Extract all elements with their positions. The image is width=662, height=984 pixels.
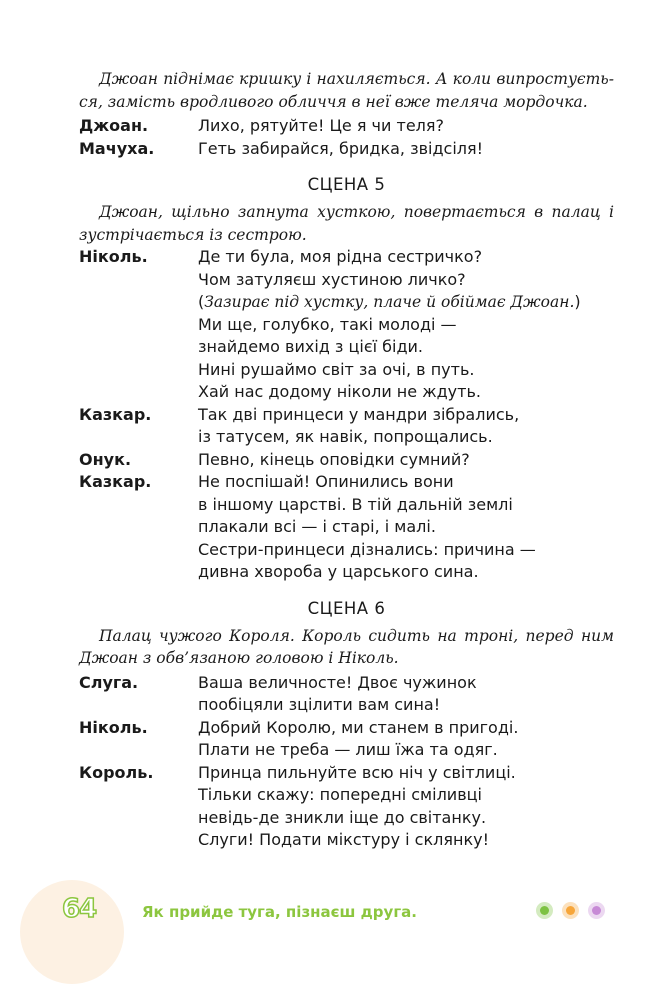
dialogue-line xyxy=(79,784,614,807)
dialogue-line xyxy=(79,739,614,762)
dialogue-text: в іншому царстві. В тій дальній землі xyxy=(198,494,513,514)
decorative-dots xyxy=(536,902,605,919)
dialogue-line xyxy=(79,807,614,830)
page-number: 64 xyxy=(62,894,97,924)
dialogue-line xyxy=(79,269,614,292)
dialogue-text: із татусем, як навік, попрощались. xyxy=(198,427,493,446)
dialogue-text: Лихо, рятуйте! Це я чи теля? xyxy=(198,116,444,135)
dialogue-text: Добрий Королю, ми станем в пригоді. xyxy=(198,717,519,737)
dialogue-line xyxy=(79,404,614,427)
dialogue-line xyxy=(79,314,614,337)
stage-direction: Палац чужого Короля. Король сидить на троні, перед ним Джоан з обв’язаною головою і Ніколь. xyxy=(79,626,614,667)
speaker-name: Мачуха. xyxy=(79,138,155,158)
dialogue-line xyxy=(79,471,614,494)
dialogue-line xyxy=(79,494,614,517)
stage-direction: Джоан піднімає кришку і нахиляється. А коли випростуєть-ся, замість вродливого обличчя в неї вже теляча мордочка. xyxy=(79,70,614,111)
speaker-name: Слуга. xyxy=(79,672,139,692)
dialogue-text: Сестри-принцеси дізнались: причина — xyxy=(198,539,536,559)
dialogue-line xyxy=(79,717,614,740)
dialogue-line xyxy=(79,291,614,314)
dialogue-line xyxy=(79,539,614,562)
dialogue-line xyxy=(79,115,614,138)
dialogue-line xyxy=(79,762,614,785)
dialogue-text: Не поспішай! Опинились вони xyxy=(198,472,454,491)
dialogue-line xyxy=(79,359,614,382)
dialogue-text: Слуги! Подати мікстуру і склянку! xyxy=(198,830,489,849)
dialogue-text: плакали всі — і старі, і малі. xyxy=(198,517,436,536)
dialogue-line xyxy=(79,138,614,161)
dialogue-text: пообіцяли зцілити вам сина! xyxy=(198,695,441,714)
speaker-name: Казкар. xyxy=(79,404,152,424)
stage-direction: Джоан, щільно запнута хусткою, повертається в палац і зустрічається із сестрою. xyxy=(79,203,614,244)
dialogue-line xyxy=(79,829,614,852)
scene-title: СЦЕНА 6 xyxy=(307,598,386,618)
paren-close: ) xyxy=(574,292,581,311)
speaker-name: Джоан. xyxy=(79,116,149,135)
dialogue-line xyxy=(79,516,614,539)
dialogue-line xyxy=(79,694,614,717)
speaker-name: Король. xyxy=(79,762,154,782)
dialogue-line xyxy=(79,381,614,404)
dialogue-text-with-remark xyxy=(198,291,614,314)
dialogue-text: Хай нас додому ніколи не ждуть. xyxy=(198,382,481,401)
dialogue-text: Принца пильнуйте всю ніч у світлиці. xyxy=(198,762,516,782)
scene-title: СЦЕНА 5 xyxy=(307,175,386,194)
footer-proverb: Як прийде туга, пізнаєш друга. xyxy=(142,903,417,921)
purple-dot-icon xyxy=(588,902,605,919)
dialogue-line xyxy=(79,246,614,269)
dialogue-text: Певно, кінець оповідки сумний? xyxy=(198,449,470,469)
dialogue-line xyxy=(79,449,614,472)
paren-open: ( xyxy=(198,292,205,311)
dialogue-line xyxy=(79,672,614,695)
dialogue-text: Тільки скажу: попередні сміливці xyxy=(198,785,482,804)
dialogue-text: Плати не треба — лиш їжа та одяг. xyxy=(198,740,498,759)
page-content xyxy=(79,68,614,852)
orange-dot-icon xyxy=(562,902,579,919)
green-dot-icon xyxy=(536,902,553,919)
speaker-name: Онук. xyxy=(79,449,132,469)
speaker-name: Ніколь. xyxy=(79,247,148,266)
speaker-name: Казкар. xyxy=(79,472,152,491)
speaker-name: Ніколь. xyxy=(79,717,148,737)
dialogue-line xyxy=(79,561,614,584)
dialogue-text: Ваша величносте! Двоє чужинок xyxy=(198,672,477,692)
dialogue-line xyxy=(79,336,614,359)
dialogue-text: Так дві принцеси у мандри зібрались, xyxy=(198,404,520,424)
dialogue-line xyxy=(79,426,614,449)
dialogue-text: Нині рушаймо світ за очі, в путь. xyxy=(198,359,475,379)
dialogue-text: невідь-де зникли іще до світанку. xyxy=(198,807,487,827)
dialogue-text: Геть забирайся, бридка, звідсіля! xyxy=(198,138,484,158)
dialogue-text: дивна хвороба у царського сина. xyxy=(198,562,479,581)
dialogue-text: знайдемо вихід з цієї біди. xyxy=(198,337,424,356)
dialogue-text: Де ти була, моя рідна сестричко? xyxy=(198,247,483,266)
dialogue-text: Ми ще, голубко, такі молоді — xyxy=(198,314,457,334)
stage-remark: Зазирає під хустку, плаче й обіймає Джоан. xyxy=(204,293,575,311)
dialogue-text: Чом затуляєш хустиною личко? xyxy=(198,269,466,289)
